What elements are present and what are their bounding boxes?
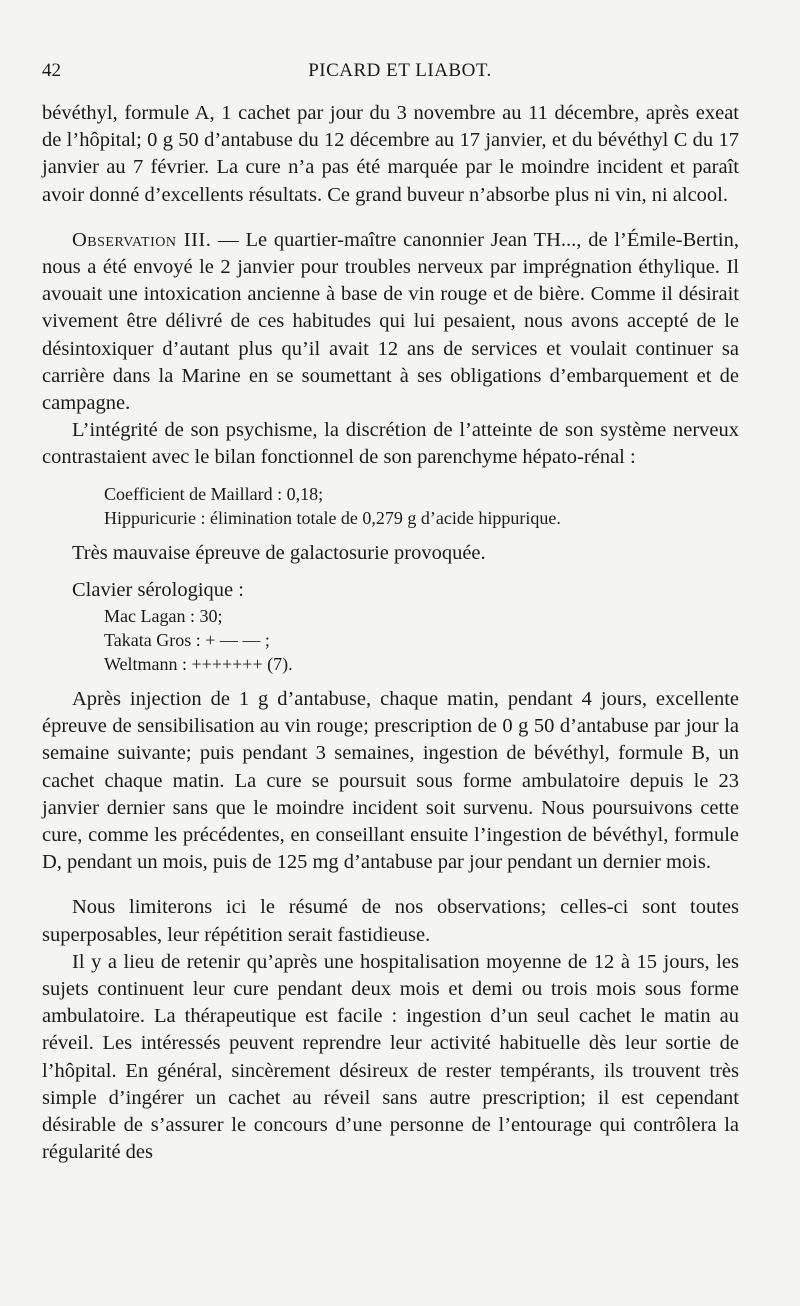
list-item: Mac Lagan : 30; [104, 606, 223, 627]
page-number: 42 [42, 60, 61, 81]
paragraph-3: L’intégrité de son psychisme, la discrétion de l’atteinte de son système nerveux contrastaient avec le bilan fonctionnel de son parenchyme hépato-rénal : [42, 419, 739, 469]
page-header [42, 60, 758, 90]
paragraph-6: Après injection de 1 g d’antabuse, chaque matin, pendant 4 jours, excellente épreuve de sensibilisation au vin rouge; prescription de 0 g 50 d’antabuse par jour la semaine suivante; puis pendant 3 semaines, ingestion de bévéthyl, formule B, un cachet chaque matin. La cure se poursuit sous forme ambulatoire depuis le 23 janvier dernier sans que le moindre incident soit survenu. Nous poursuivons cette cure, comme les précédentes, en conseillant ensuite l’ingestion de bévéthyl, formule D, pendant un mois, puis de 125 mg d’antabuse par jour pendant un dernier mois. [42, 688, 739, 874]
page-body [42, 100, 739, 1167]
paragraph-observation-3 [42, 227, 739, 417]
paragraph-7: Nous limiterons ici le résumé de nos observations; celles-ci sont toutes superposables, leur répétition serait fastidieuse. [42, 896, 739, 946]
list-item: Coefficient de Maillard : 0,18; [104, 483, 324, 504]
list-item: Hippuricurie : élimination totale de 0,279 g d’acide hippurique. [104, 507, 561, 528]
list-item: Takata Gros : + — — ; [104, 630, 270, 651]
list-item: Weltmann : +++++++ (7). [104, 654, 293, 675]
serology-list [42, 604, 739, 676]
paragraph-4: Très mauvaise épreuve de galactosurie provoquée. [72, 541, 486, 564]
paragraph-5: Clavier sérologique : [72, 578, 244, 601]
observation-text: — Le quartier-maître canonnier Jean TH..., de l’Émile-Bertin, nous a été envoyé le 2 janvier pour troubles nerveux par imprégnation éthylique. Il avouait une intoxication ancienne à base de vin rouge et de bière. Comme il désirait vivement être délivré de ces habitudes qui lui pesaient, nous avons accepté de le désintoxiquer d’autant plus qu’il avait 12 ans de services et voulait continuer sa carrière dans la Marine en se soumettant à ses obligations d’embarquement et de campagne. [42, 228, 739, 415]
running-title: PICARD ET LIABOT. [308, 60, 492, 81]
lab-results-list [42, 482, 739, 530]
paragraph-8: Il y a lieu de retenir qu’après une hospitalisation moyenne de 12 à 15 jours, les sujets continuent leur cure pendant deux mois et demi ou trois mois sous forme ambulatoire. La thérapeutique est facile : ingestion d’un seul cachet le matin au réveil. Les intéressés peuvent reprendre leur activité habituelle dès leur sortie de l’hôpital. En général, sincèrement désireux de rester tempérants, ils trouvent très simple d’ingérer un cachet au réveil sans autre prescription; il est cependant désirable de s’assurer le concours d’une personne de l’entourage qui contrôlera la régularité des [42, 950, 739, 1164]
observation-label: Observation III. [72, 228, 212, 251]
paragraph-1: bévéthyl, formule A, 1 cachet par jour du 3 novembre au 11 décembre, après exeat de l’hôpital; 0 g 50 d’antabuse du 12 décembre au 17 janvier, et du bévéthyl C du 17 janvier au 7 février. La cure n’a pas été marquée par le moindre incident et paraît avoir donné d’excellents résultats. Ce grand buveur n’absorbe plus ni vin, ni alcool. [42, 102, 739, 206]
